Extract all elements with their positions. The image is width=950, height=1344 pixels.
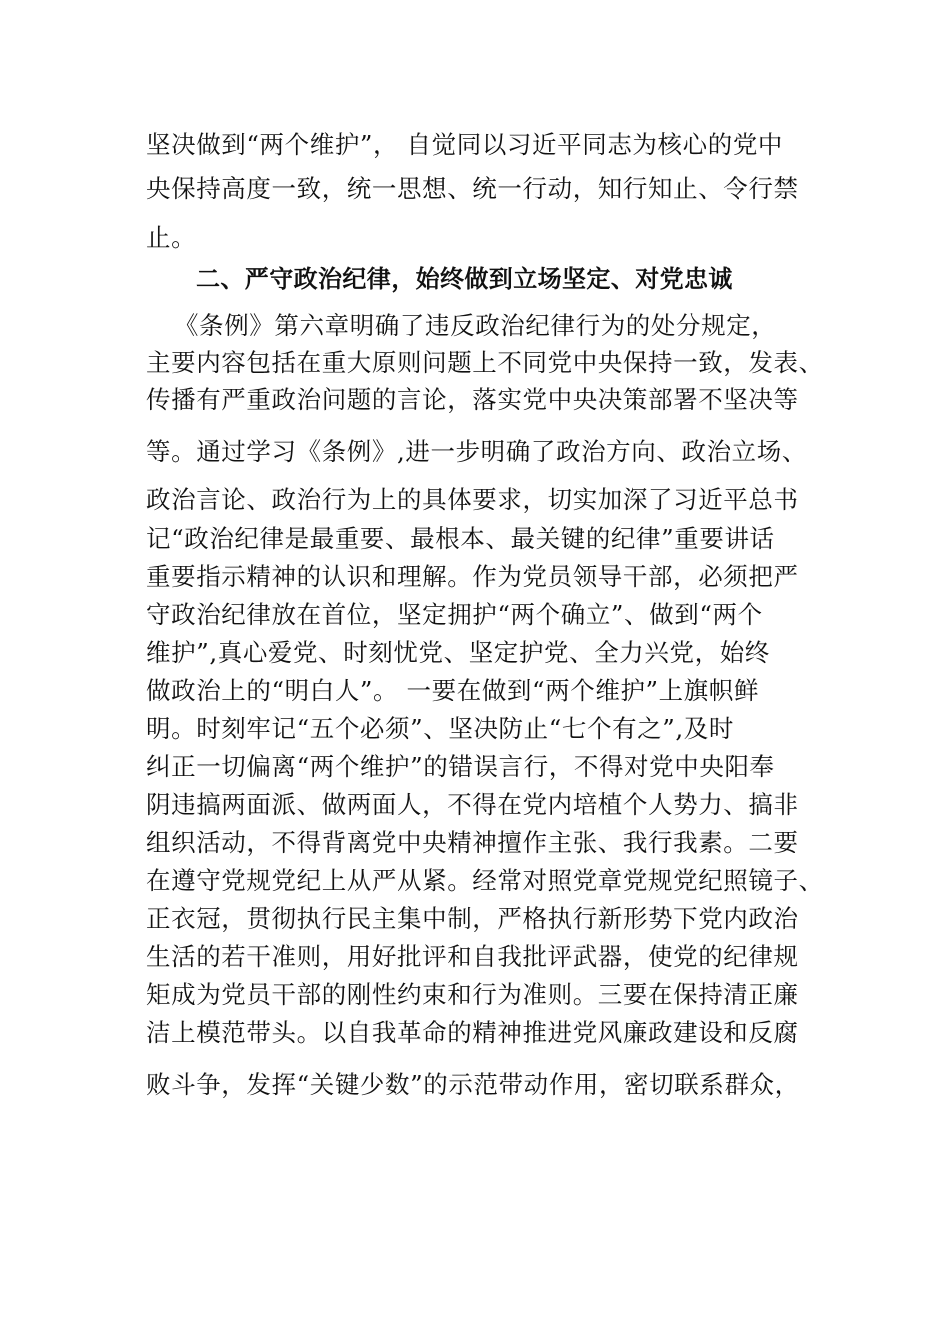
paragraph-line: 维护”,真心爱党、时刻忧党、坚定护党、全力兴党，始终 (146, 638, 770, 667)
paragraph-line: 做政治上的“明白人”。 一要在做到“两个维护”上旗帜鲜 (146, 676, 760, 705)
paragraph-line: 败斗争，发挥“关键少数”的示范带动作用，密切联系群众， (146, 1070, 800, 1099)
paragraph-line: 矩成为党员干部的刚性约束和行为准则。三要在保持清正廉 (146, 980, 799, 1009)
intro-line: 坚决做到“两个维护”， 自觉同以习近平同志为核心的党中 (146, 130, 784, 159)
paragraph-line: 生活的若干准则，用好批评和自我批评武器，使党的纪律规 (146, 942, 799, 971)
paragraph-line: 在遵守党规党纪上从严从紧。经常对照党章党规党纪照镜子、 (146, 866, 824, 895)
paragraph-line: 政治言论、政治行为上的具体要求，切实加深了习近平总书 (146, 485, 799, 514)
paragraph-line: 传播有严重政治问题的言论，落实党中央决策部署不坚决等 (146, 385, 799, 414)
paragraph-line: 记“政治纪律是最重要、最根本、最关键的纪律”重要讲话 (146, 524, 775, 553)
intro-line: 止。 (146, 223, 197, 252)
paragraph-line: 主要内容包括在重大原则问题上不同党中央保持一致，发表、 (146, 348, 824, 377)
paragraph-line: 明。时刻牢记“五个必须”、坚决防止“七个有之”,及时 (146, 714, 734, 743)
paragraph-line: 等。通过学习《条例》,进一步明确了政治方向、政治立场、 (146, 437, 807, 466)
paragraph-line: 组织活动，不得背离党中央精神擅作主张、我行我素。二要 (146, 828, 799, 857)
intro-line: 央保持高度一致，统一思想、统一行动，知行知止、令行禁 (146, 174, 799, 203)
paragraph-line: 守政治纪律放在首位，坚定拥护“两个确立”、做到“两个 (146, 600, 763, 629)
paragraph-line: 重要指示精神的认识和理解。作为党员领导干部，必须把严 (146, 562, 799, 591)
paragraph-line: 洁上模范带头。以自我革命的精神推进党风廉政建设和反腐 (146, 1018, 799, 1047)
paragraph-line: 正衣冠，贯彻执行民主集中制，严格执行新形势下党内政治 (146, 904, 799, 933)
paragraph-line: 阴违搞两面派、做两面人，不得在党内培植个人势力、搞非 (146, 790, 799, 819)
section-heading: 二、严守政治纪律，始终做到立场坚定、对党忠诚 (196, 265, 733, 293)
paragraph-line: 纠正一切偏离“两个维护”的错误言行，不得对党中央阳奉 (146, 752, 775, 781)
paragraph-line: 《条例》第六章明确了违反政治纪律行为的处分规定， (174, 311, 777, 340)
